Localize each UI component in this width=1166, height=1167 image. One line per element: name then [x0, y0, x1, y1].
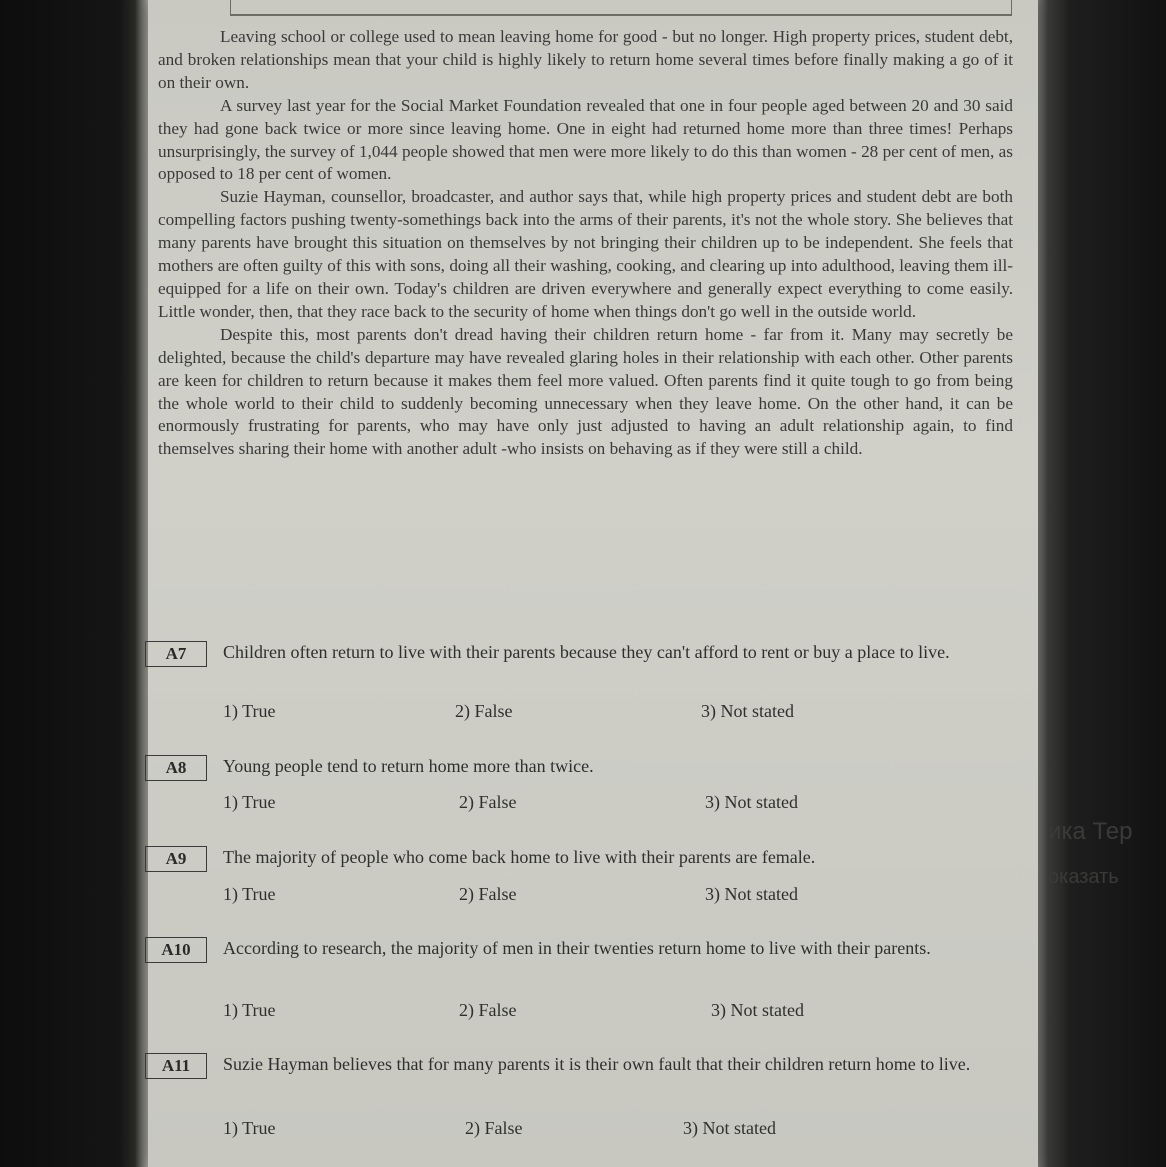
reading-passage [158, 26, 1013, 461]
question-number: A10 [145, 937, 207, 963]
option-true[interactable]: 1) True [223, 701, 276, 721]
background-screen-text: оказать [1048, 866, 1119, 888]
passage-paragraph: A survey last year for the Social Market Foundation revealed that one in four people aged between 20 and 30 said they had gone back twice or more since leaving home. One in eight had returned home more than three times! Perhaps unsurprisingly, the survey of 1,044 people showed that men were more likely to do this than women - 28 per cent of men, as opposed to 18 per cent of women. [158, 95, 1013, 184]
passage-paragraph: Leaving school or college used to mean leaving home for good - but no longer. High property prices, student debt, and broken relationships mean that your child is highly likely to return home several times before finally making a go of it on their own. [158, 27, 1013, 92]
question-text: Suzie Hayman believes that for many parents it is their own fault that their children return home to live. [223, 1054, 971, 1074]
option-true[interactable]: 1) True [223, 1118, 276, 1138]
question-number: A7 [145, 641, 207, 667]
option-not-stated[interactable]: 3) Not stated [683, 1118, 776, 1138]
top-frame-line [230, 0, 1012, 16]
question-text: Young people tend to return home more than twice. [223, 756, 594, 776]
answer-options [223, 1118, 1023, 1142]
option-true[interactable]: 1) True [223, 884, 276, 904]
answer-options [223, 701, 1023, 725]
passage-paragraph: Despite this, most parents don't dread having their children return home - far from it. Many may secretly be delighted, because the child's departure may have revealed glaring holes in their relationship with each other. Other parents are keen for children to return because it makes them feel more valued. Often parents find it quite tough to go from being the whole world to their child to suddenly becoming unnecessary when they leave home. On the other hand, it can be enormously frustrating for parents, who may have only just adjusted to having an adult relationship again, to find themselves sharing their home with another adult -who insists on behaving as if they were still a child. [158, 324, 1013, 459]
option-false[interactable]: 2) False [459, 884, 517, 904]
background-screen-text: ика Тер [1048, 818, 1133, 845]
option-not-stated[interactable]: 3) Not stated [705, 884, 798, 904]
question-text: According to research, the majority of men in their twenties return home to live with their parents. [223, 938, 931, 958]
option-false[interactable]: 2) False [465, 1118, 523, 1138]
option-not-stated[interactable]: 3) Not stated [701, 701, 794, 721]
option-false[interactable]: 2) False [459, 792, 517, 812]
answer-options [223, 792, 1023, 816]
option-not-stated[interactable]: 3) Not stated [711, 1000, 804, 1020]
question-text: The majority of people who come back home to live with their parents are female. [223, 847, 816, 867]
answer-options [223, 884, 1023, 908]
option-false[interactable]: 2) False [455, 701, 513, 721]
option-true[interactable]: 1) True [223, 1000, 276, 1020]
option-not-stated[interactable]: 3) Not stated [705, 792, 798, 812]
question-number: A8 [145, 755, 207, 781]
question-number: A11 [145, 1053, 207, 1079]
passage-paragraph: Suzie Hayman, counsellor, broadcaster, and author says that, while high property prices and student debt are both compelling factors pushing twenty-somethings back into the arms of their parents, it's not the whole story. She believes that many parents have brought this situation on themselves by not bringing their children up to be independent. She feels that mothers are often guilty of this with sons, doing all their washing, cooking, and clearing up into adulthood, leaving them ill-equipped for a life on their own. Today's children are driven everywhere and generally expect everything to come easily. Little wonder, then, that they race back to the security of home when things don't go well in the outside world. [158, 187, 1013, 321]
option-false[interactable]: 2) False [459, 1000, 517, 1020]
question-number: A9 [145, 846, 207, 872]
answer-options [223, 1000, 1023, 1024]
option-true[interactable]: 1) True [223, 792, 276, 812]
question-text: Children often return to live with their parents because they can't afford to rent or buy a place to live. [223, 642, 950, 662]
